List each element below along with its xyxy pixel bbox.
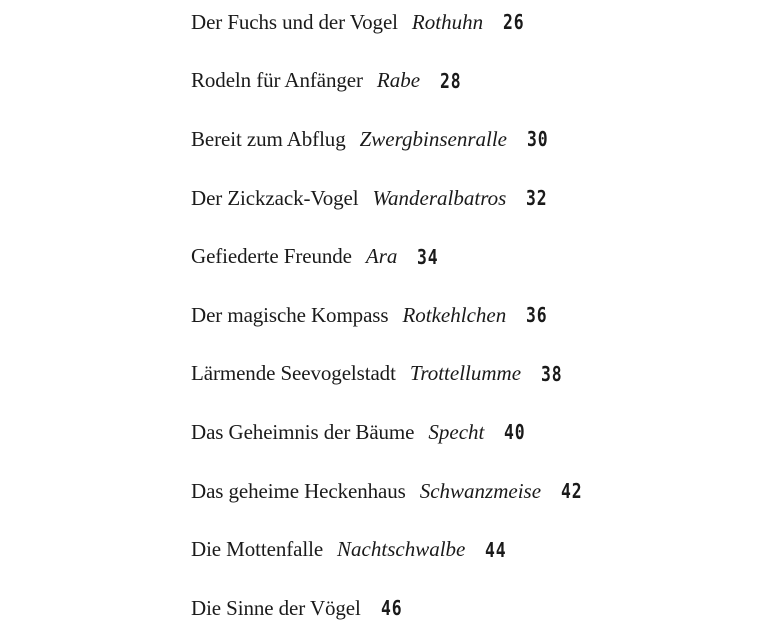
chapter-title: Bereit zum Abflug (191, 126, 346, 151)
bird-name: Rabe (376, 68, 421, 93)
page-number: 30 (527, 127, 549, 152)
bird-name: Specht (428, 419, 485, 444)
toc-entry (191, 579, 751, 638)
chapter-title: Die Mottenfalle (191, 537, 324, 562)
chapter-title: Lärmende Seevogelstadt (191, 361, 396, 386)
page-number: 36 (526, 303, 548, 328)
chapter-title: Der Fuchs und der Vogel (191, 9, 398, 34)
bird-name: Zwergbinsenralle (359, 126, 507, 151)
chapter-title: Rodeln für Anfänger (191, 68, 363, 93)
bird-name: Schwanzmeise (419, 478, 542, 503)
toc-entry (191, 403, 751, 462)
toc-entry (191, 286, 751, 345)
bird-name: Trottellumme (409, 361, 522, 386)
toc-entry (191, 52, 751, 111)
toc-entry (191, 520, 751, 579)
toc-entry (191, 169, 751, 228)
chapter-title: Das Geheimnis der Bäume (191, 419, 415, 444)
page-number: 38 (541, 361, 563, 386)
page-number: 42 (561, 479, 583, 504)
toc-entry (191, 110, 751, 169)
page-number: 46 (380, 596, 403, 621)
page-number: 44 (485, 537, 507, 562)
bird-name: Rothuhn (411, 9, 484, 34)
bird-name: Wanderalbatros (372, 185, 507, 210)
bird-name: Nachtschwalbe (337, 537, 466, 562)
page-number: 34 (417, 244, 439, 269)
chapter-title: Der magische Kompass (191, 302, 389, 327)
toc-entry (191, 462, 751, 521)
chapter-title: Die Sinne der Vögel (191, 595, 361, 620)
page-number: 28 (440, 68, 462, 93)
bird-name: Rotkehlchen (402, 302, 507, 327)
table-of-contents (191, 0, 751, 638)
page-number: 40 (504, 420, 526, 445)
chapter-title: Der Zickzack-Vogel (191, 185, 359, 210)
page-number: 32 (526, 186, 548, 211)
chapter-title: Das geheime Heckenhaus (191, 478, 406, 503)
toc-entry (191, 0, 751, 52)
bird-name: Ara (365, 244, 398, 269)
toc-entry (191, 227, 751, 286)
page-number: 26 (503, 10, 525, 35)
toc-entry (191, 345, 751, 404)
chapter-title: Gefiederte Freunde (191, 244, 352, 269)
